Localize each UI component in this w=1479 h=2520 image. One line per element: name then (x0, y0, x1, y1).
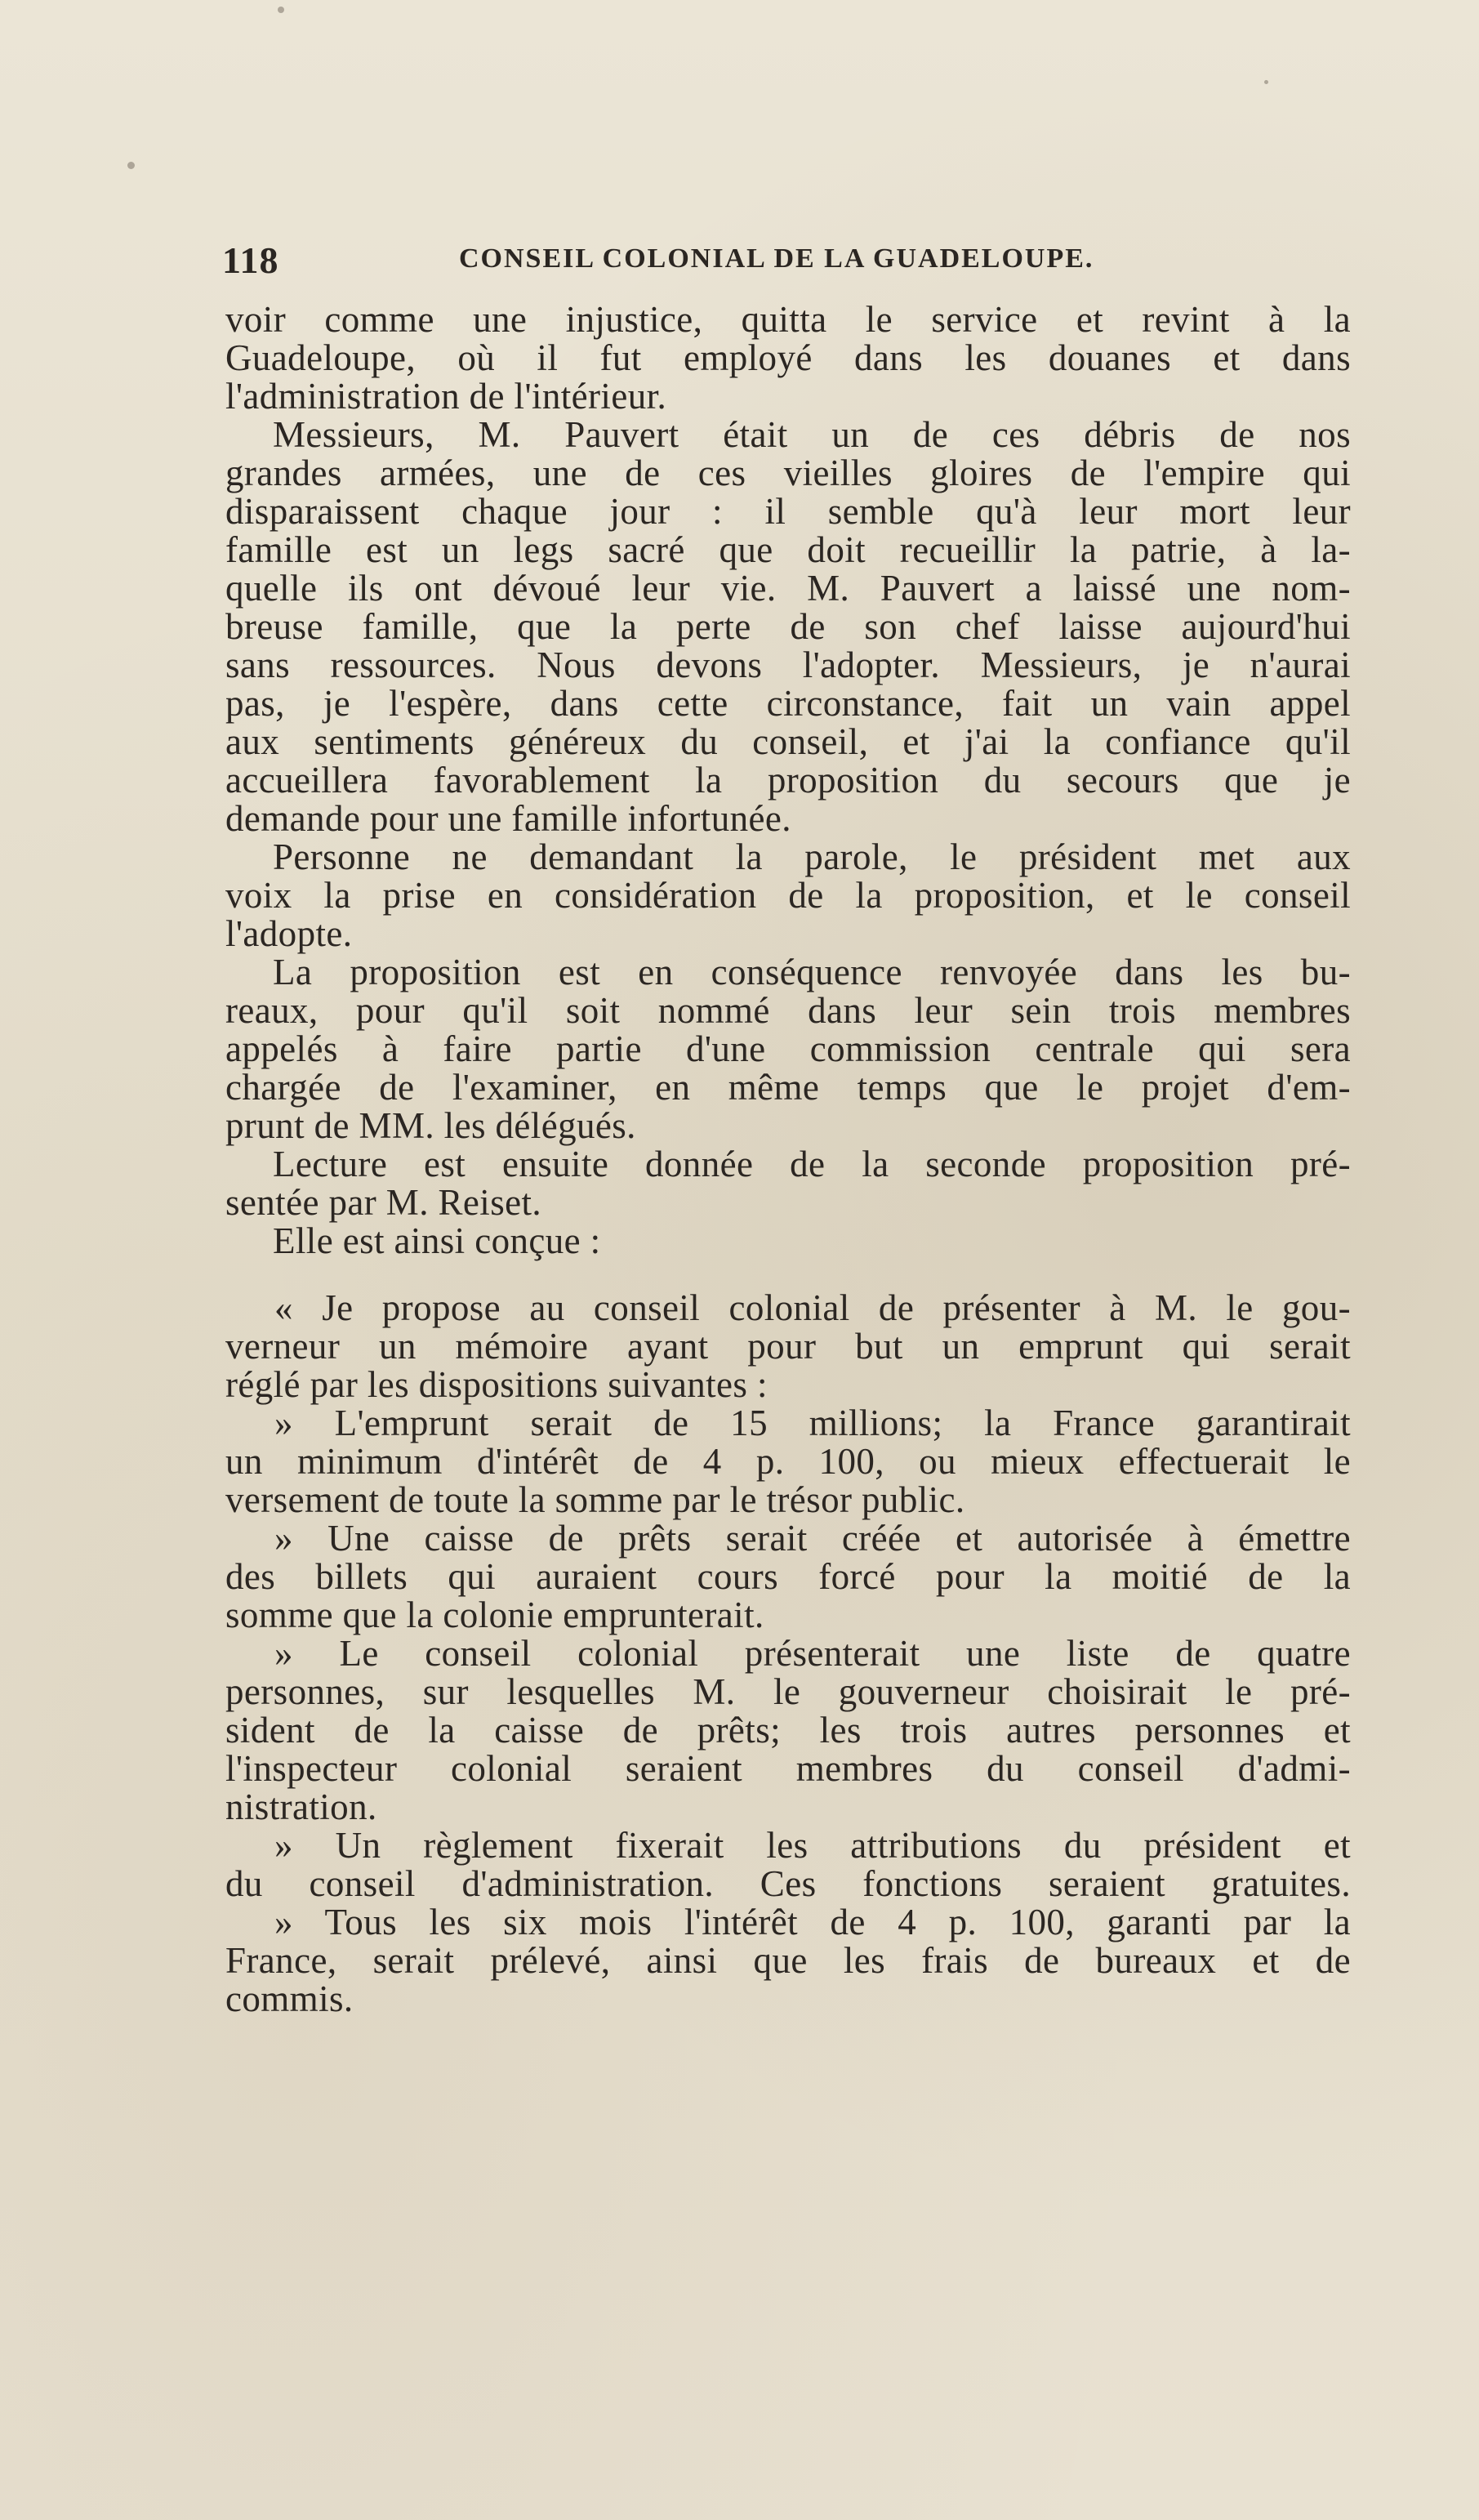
text-line: » Le conseil colonial présenterait une liste de quatre (274, 1633, 1351, 1674)
text-line: du conseil d'administration. Ces fonctions seraient gratuites. (225, 1863, 1351, 1904)
text-line: Personne ne demandant la parole, le président met aux (273, 836, 1351, 877)
text-line: grandes armées, une de ces vieilles gloires de l'empire qui (225, 453, 1351, 493)
text-line: versement de toute la somme par le trésor public. (225, 1479, 965, 1520)
text-line: l'administration de l'intérieur. (225, 376, 667, 417)
ink-speck (1264, 80, 1268, 84)
ink-speck (278, 7, 284, 13)
text-line: » Une caisse de prêts serait créée et autorisée à émettre (274, 1518, 1351, 1559)
ink-speck (127, 162, 135, 169)
text-line: voir comme une injustice, quitta le service et revint à la (225, 299, 1351, 340)
text-line: Lecture est ensuite donnée de la seconde proposition pré- (273, 1144, 1351, 1184)
text-line: sident de la caisse de prêts; les trois autres personnes et (225, 1710, 1351, 1751)
text-line: appelés à faire partie d'une commission centrale qui sera (225, 1028, 1351, 1069)
text-line: voix la prise en considération de la proposition, et le conseil (225, 875, 1351, 916)
text-line: pas, je l'espère, dans cette circonstance, fait un vain appel (225, 683, 1351, 724)
text-line: commis. (225, 1978, 354, 2019)
paragraph-gap (225, 1260, 1351, 1289)
text-line: » Tous les six mois l'intérêt de 4 p. 100, garanti par la (274, 1902, 1351, 1942)
text-line: accueillera favorablement la proposition du secours que je (225, 760, 1351, 801)
text-line: disparaissent chaque jour : il semble qu'à leur mort leur (225, 491, 1351, 532)
page-header (222, 239, 1349, 288)
text-line: « Je propose au conseil colonial de présenter à M. le gou- (274, 1287, 1351, 1328)
text-line: sentée par M. Reiset. (225, 1182, 542, 1223)
text-line: chargée de l'examiner, en même temps que le projet d'em- (225, 1067, 1351, 1108)
text-line: Messieurs, M. Pauvert était un de ces débris de nos (273, 414, 1351, 455)
text-line: breuse famille, que la perte de son chef laisse aujourd'hui (225, 606, 1351, 647)
text-line: réglé par les dispositions suivantes : (225, 1364, 768, 1405)
text-line: l'inspecteur colonial seraient membres du conseil d'admi- (225, 1748, 1351, 1789)
text-line: somme que la colonie emprunterait. (225, 1595, 764, 1635)
running-title: CONSEIL COLONIAL DE LA GUADELOUPE. (459, 243, 1094, 274)
text-line: prunt de MM. les délégués. (225, 1105, 636, 1146)
text-line: reaux, pour qu'il soit nommé dans leur sein trois membres (225, 990, 1351, 1031)
text-line: Guadeloupe, où il fut employé dans les douanes et dans (225, 337, 1351, 378)
text-line: quelle ils ont dévoué leur vie. M. Pauvert a laissé une nom- (225, 568, 1351, 609)
page-number: 118 (222, 239, 279, 281)
text-line: » Un règlement fixerait les attributions du président et (274, 1825, 1351, 1866)
text-line: Elle est ainsi conçue : (273, 1220, 601, 1261)
text-line: verneur un mémoire ayant pour but un emprunt qui serait (225, 1326, 1351, 1367)
text-line: l'adopte. (225, 913, 353, 954)
text-line: personnes, sur lesquelles M. le gouverneur choisirait le pré- (225, 1671, 1351, 1712)
text-line: sans ressources. Nous devons l'adopter. Messieurs, je n'aurai (225, 644, 1351, 685)
text-line: des billets qui auraient cours forcé pour la moitié de la (225, 1556, 1351, 1597)
text-line: aux sentiments généreux du conseil, et j'ai la confiance qu'il (225, 721, 1351, 762)
text-line: un minimum d'intérêt de 4 p. 100, ou mieux effectuerait le (225, 1441, 1351, 1482)
text-line: demande pour une famille infortunée. (225, 798, 791, 839)
text-line: France, serait prélevé, ainsi que les frais de bureaux et de (225, 1940, 1351, 1981)
text-line: La proposition est en conséquence renvoyée dans les bu- (273, 952, 1351, 992)
text-line: nistration. (225, 1786, 377, 1827)
text-line: » L'emprunt serait de 15 millions; la France garantirait (274, 1403, 1351, 1443)
text-line: famille est un legs sacré que doit recueillir la patrie, à la- (225, 529, 1351, 570)
body-text (225, 301, 1351, 2018)
